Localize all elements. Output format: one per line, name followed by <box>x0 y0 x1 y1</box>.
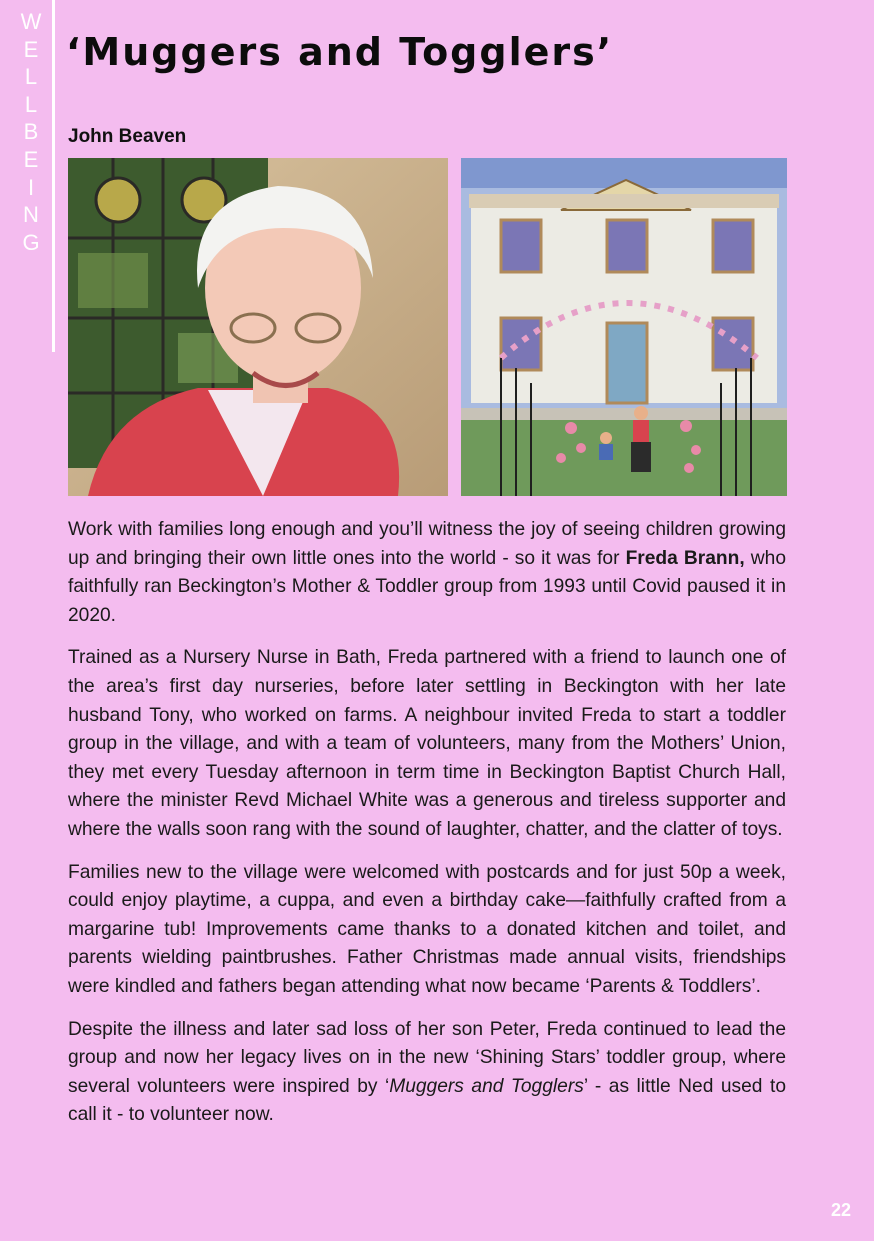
article-paragraph: Despite the illness and later sad loss of her son Peter, Freda continued to lead the group and now her legacy lives on in the new ‘Shining Stars’ toddler group, where several volunteers were inspired by ‘Muggers and Togglers’ - as little Ned used to call it - to volunteer now. <box>68 1018 786 1126</box>
sidebar-letter: E <box>23 36 39 62</box>
italic-quote: Muggers and Togglers <box>389 1075 584 1097</box>
portrait-photo <box>68 158 448 496</box>
sidebar-letter: E <box>23 146 39 172</box>
article-title: ‘Muggers and Togglers’ <box>66 30 614 74</box>
article-paragraph: Trained as a Nursery Nurse in Bath, Freda partnered with a friend to launch one of the area’s first day nurseries, before later settling in Beckington with her late husband Tony, who worked on farms. A neighbour invited Freda to start a toddler group in the village, and with a team of volunteers, many from the Mothers’ Union, they met every Tuesday afternoon in term time in Beckington Baptist Church Hall, where the minister Revd Michael White was a generous and tireless supporter and where the walls soon rang with the sound of laughter, chatter, and the clatter of toys. <box>68 647 786 840</box>
sidebar-letter: W <box>20 9 42 34</box>
article-paragraph: Families new to the village were welcomed with postcards and for just 50p a week, could enjoy playtime, a cuppa, and even a birthday cake—faithfully crafted from a margarine tub! Improvements came thanks to a donated kitchen and toilet, and parents wielding paintbrushes. Father Christmas made annual visits, friendships were kindled and fathers began attending what now became ‘Parents & Toddlers’. <box>68 861 786 997</box>
mosaic-artwork <box>461 158 787 496</box>
page-number: 22 <box>830 1200 851 1220</box>
sidebar-letter: I <box>27 174 35 200</box>
sidebar-letter: N <box>23 202 39 228</box>
sidebar-letter: L <box>24 91 38 117</box>
article-paragraph: Work with families long enough and you’ll witness the joy of seeing children growing up and bringing their own little ones into the world - so it was for Freda Brann, who faithfully ran Beckington’s Mother & Toddler group from 1993 until Covid paused it in 2020. <box>68 519 786 626</box>
article-body <box>68 516 786 1144</box>
sidebar-wellbeing-label <box>17 8 45 256</box>
sidebar-divider <box>52 0 55 352</box>
sidebar-letter: L <box>24 64 38 90</box>
sidebar-letter: G <box>22 229 40 255</box>
sidebar-letter: B <box>23 119 39 145</box>
highlighted-name: Freda Brann, <box>625 547 745 569</box>
article-author: John Beaven <box>68 126 187 147</box>
